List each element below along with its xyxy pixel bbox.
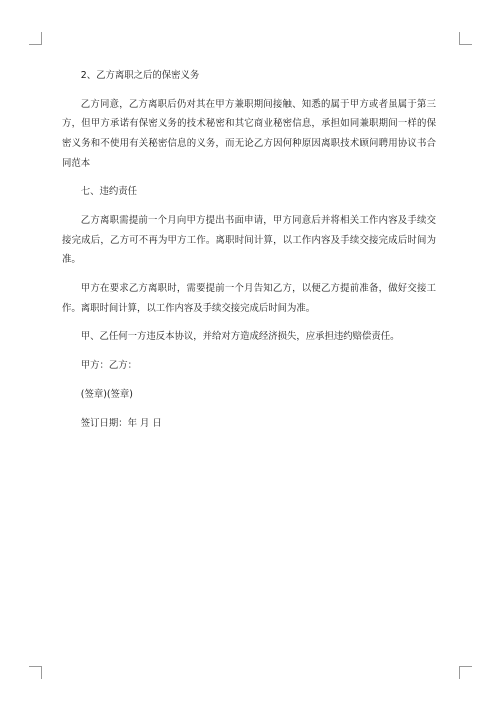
- paragraph-breach: 甲、乙任何一方违反本协议，并给对方造成经济损失，应承担违约赔偿责任。: [80, 331, 400, 343]
- section-heading-confidentiality: 2、乙方离职之后的保密义务: [80, 70, 200, 81]
- crop-mark-bottom-left: [29, 666, 42, 679]
- seal-line: (签章)(签章): [80, 389, 133, 401]
- paragraph-confidentiality: 乙方同意，乙方离职后仍对其在甲方兼职期间接触、知悉的属于甲方或者虽属于第三方，但甲方承诺有保密义务的技术秘密和其它商业秘密信息，承担如同兼职期间一样的保密义务和不使用有关秘密信息的义务，而无论乙方因何种原因离职技术顾问聘用协议书合同范本: [62, 98, 436, 169]
- crop-mark-top-left: [29, 32, 42, 45]
- parties-line: 甲方：乙方：: [80, 360, 138, 372]
- crop-mark-top-right: [459, 32, 472, 45]
- section-heading-liability: 七、违约责任: [80, 186, 138, 198]
- signing-date-line: 签订日期：年 月 日: [80, 417, 162, 429]
- document-body: [62, 66, 436, 443]
- paragraph-dismissal-notice: 甲方在要求乙方离职时，需要提前一个月告知乙方，以便乙方提前准备，做好交接工作。离职时间计算，以工作内容及手续交接完成后时间为准。: [62, 283, 436, 314]
- crop-mark-bottom-right: [459, 666, 472, 679]
- paragraph-resignation-notice: 乙方离职需提前一个月向甲方提出书面申请，甲方同意后并将相关工作内容及手续交接完成后，乙方可不再为甲方工作。离职时间计算，以工作内容及手续交接完成后时间为准。: [62, 215, 436, 266]
